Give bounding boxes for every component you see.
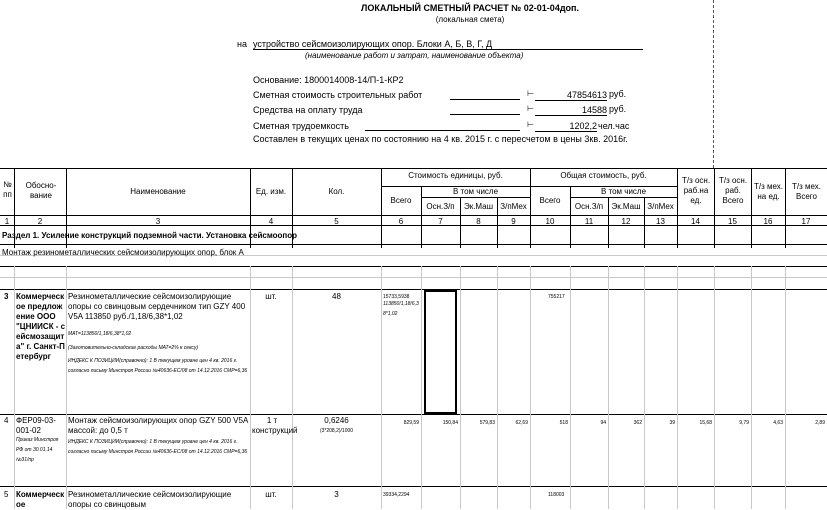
row-name: Монтаж сейсмоизолирующих опор GZY 500 V5A массой: до 0,5 т bbox=[68, 416, 248, 435]
col-number: 16 bbox=[763, 217, 773, 226]
row-name-note: ИНДЕКС К ПОЗИЦИИ(справочно): 1 В текущем уровне цен 4 кв. 2016 г. согласно письму Минстроя России №40636-ЕС/08 от 14.12.2016 СМР=6,36 bbox=[68, 358, 248, 374]
col-unitcost-total: Всего bbox=[390, 196, 412, 205]
row-name-note: ИНДЕКС К ПОЗИЦИИ(справочно): 1 В текущем уровне цен 4 кв. 2016 г. согласно письму Минстроя России №40636-ЕС/08 от 14.12.2016 СМР=6,36 bbox=[68, 439, 248, 455]
col-qty-header: Кол. bbox=[328, 187, 345, 196]
row-basis: ФЕР09-03-001-02 bbox=[16, 416, 56, 435]
col-unitcost-mash: Эк.Маш bbox=[463, 202, 494, 211]
row-tz-osn-total: 9,79 bbox=[739, 420, 749, 426]
col-number: 17 bbox=[801, 217, 811, 226]
on-label: на bbox=[237, 39, 247, 49]
row-qty: 48 bbox=[332, 292, 341, 301]
col-totalcost-mash: Эк.Маш bbox=[611, 202, 641, 211]
row-qty: 0,6246 bbox=[324, 416, 349, 425]
wage-marker-icon: ⊢ bbox=[527, 104, 534, 113]
row-tz-mekh-total: 2,89 bbox=[815, 420, 825, 426]
col-tz-osn-total: Т/з осн. раб. Всего bbox=[718, 176, 748, 205]
col-totalcost-osn: Осн.З/п bbox=[574, 202, 604, 211]
col-number: 5 bbox=[334, 217, 339, 226]
col-number: 8 bbox=[476, 217, 481, 226]
row-total: 755217 bbox=[548, 294, 565, 300]
labor-value: 1202,2 bbox=[535, 121, 597, 132]
col-number: 12 bbox=[621, 217, 631, 226]
row-unit-total-note: 113850/1,18/6,38*1,02 bbox=[383, 301, 419, 317]
col-totalcost-header: Общая стоимость, руб. bbox=[560, 171, 647, 180]
col-unit-header: Ед. изм. bbox=[255, 187, 287, 196]
col-basis-header: Обосно-вание bbox=[25, 181, 57, 200]
row-unit-mash: 579,83 bbox=[479, 420, 495, 426]
col-unitcost-incl: В том числе bbox=[452, 187, 499, 196]
cost-unit: руб. bbox=[609, 89, 627, 99]
cost-marker-icon: ⊢ bbox=[527, 89, 534, 98]
col-num-header: № пп bbox=[3, 180, 12, 199]
row-unit-total: 15733,5938 bbox=[383, 294, 410, 300]
col-number: 15 bbox=[728, 217, 737, 226]
row-unit-mekh: 62,69 bbox=[515, 420, 528, 426]
row-name-note: (Заготовительно-складские расходы МАТ=2% к сексу) bbox=[68, 345, 198, 351]
col-tz-osn-unit: Т/з осн. раб.на ед. bbox=[681, 176, 711, 205]
row-unit: 1 т конструкций bbox=[252, 416, 298, 435]
row-name: Резинометаллические сейсмоизолирующие опоры со свинцовым сердечником тип GZY 400 V5A 113850 руб./1,18/6,38*1,02 bbox=[68, 292, 246, 321]
wage-blank bbox=[450, 114, 520, 115]
row-unit-osn: 150,84 bbox=[442, 420, 458, 426]
cost-label: Сметная стоимость строительных работ bbox=[253, 90, 423, 100]
cost-blank bbox=[450, 99, 520, 100]
estimate-title: ЛОКАЛЬНЫЙ СМЕТНЫЙ РАСЧЕТ № 02-01-04доп. bbox=[361, 3, 579, 13]
row-unit-total: 39334,2294 bbox=[383, 492, 410, 498]
prices-note: Составлен в текущих ценах по состоянию на 4 кв. 2015 г. с пересчетом в цены 3кв. 2016г. bbox=[253, 134, 628, 144]
row-num: 5 bbox=[4, 490, 9, 499]
row-qty-note: (3*208,2)/1000 bbox=[319, 428, 354, 434]
row-tz-mekh-unit: 4,63 bbox=[773, 420, 783, 426]
row-unit: шт. bbox=[265, 490, 277, 499]
col-tz-mekh-total: Т/з мех. Всего bbox=[792, 182, 821, 201]
basis-line: Основание: 1800014008-14/П-1-КР2 bbox=[253, 75, 404, 85]
row-num: 4 bbox=[4, 416, 9, 425]
cell-selection-box[interactable] bbox=[424, 290, 457, 414]
wage-value: 14588 bbox=[535, 105, 607, 116]
labor-marker-icon: ⊢ bbox=[527, 120, 534, 129]
labor-unit: чел.час bbox=[598, 121, 630, 131]
estimate-subtitle: (локальная смета) bbox=[435, 15, 505, 24]
row-basis: Коммерческое предложение ООО "ЦНИИСК - сейсмозащита" г. Санкт-Петербург bbox=[16, 292, 66, 361]
section-title: Раздел 1. Усиление конструкций подземной части. Установка сейсмоопор bbox=[2, 231, 298, 240]
col-number: 9 bbox=[511, 217, 516, 226]
row-name-note: МАТ=113850/1,18/6,38*1,02 bbox=[68, 331, 132, 337]
row-basis-note: Приказ Минстроя РФ от 30.01.14 №31/пр bbox=[16, 437, 59, 463]
object-hint: (наименование работ и затрат, наименование объекта) bbox=[305, 51, 524, 60]
col-number: 1 bbox=[4, 217, 10, 226]
col-number: 6 bbox=[398, 217, 404, 226]
col-number: 2 bbox=[37, 217, 43, 226]
col-number: 13 bbox=[656, 217, 665, 226]
col-number: 3 bbox=[155, 217, 161, 226]
col-totalcost-incl: В том числе bbox=[600, 187, 647, 196]
row-total: 518 bbox=[559, 420, 568, 426]
col-number: 10 bbox=[545, 217, 555, 226]
labor-blank bbox=[365, 130, 520, 131]
row-unit-total: 829,59 bbox=[403, 420, 419, 426]
col-tz-mekh-unit: Т/з мех. на ед. bbox=[754, 182, 783, 201]
labor-label: Сметная трудоемкость bbox=[253, 121, 349, 131]
col-name-header: Наименование bbox=[130, 187, 186, 196]
object-name: устройство сейсмоизолирующих опор. Блоки А, Б, В, Г, Д bbox=[253, 39, 643, 50]
row-basis: Коммерческое bbox=[16, 490, 65, 509]
col-unitcost-mekh: З/пМех bbox=[500, 202, 527, 211]
wage-label: Средства на оплату труда bbox=[253, 105, 363, 115]
col-unitcost-header: Стоимость единицы, руб. bbox=[408, 171, 503, 180]
row-unit: шт. bbox=[265, 292, 277, 301]
cost-value: 47854613 bbox=[535, 90, 607, 101]
row-total-mekh: 39 bbox=[669, 420, 675, 426]
col-totalcost-total: Всего bbox=[539, 196, 561, 205]
row-total-osn: 94 bbox=[600, 420, 606, 426]
row-total: 118003 bbox=[548, 492, 565, 498]
col-unitcost-osn: Осн.З/п bbox=[426, 202, 455, 211]
row-num: 3 bbox=[4, 292, 9, 301]
col-number: 14 bbox=[691, 217, 700, 226]
col-number: 11 bbox=[584, 217, 594, 226]
wage-unit: руб. bbox=[609, 104, 627, 114]
section-subtitle: Монтаж резинометаллических сейсмоизолирующих опор, блок А bbox=[2, 248, 244, 257]
row-name: Резинометаллические сейсмоизолирующие опоры со свинцовым bbox=[68, 490, 232, 509]
col-totalcost-mekh: З/пМех bbox=[647, 202, 674, 211]
col-number: 7 bbox=[438, 217, 443, 226]
row-tz-osn-unit: 15,68 bbox=[699, 420, 712, 426]
row-qty: 3 bbox=[334, 490, 339, 499]
col-number: 4 bbox=[268, 217, 274, 226]
page-break-line bbox=[713, 0, 714, 168]
row-total-mash: 362 bbox=[633, 420, 642, 426]
